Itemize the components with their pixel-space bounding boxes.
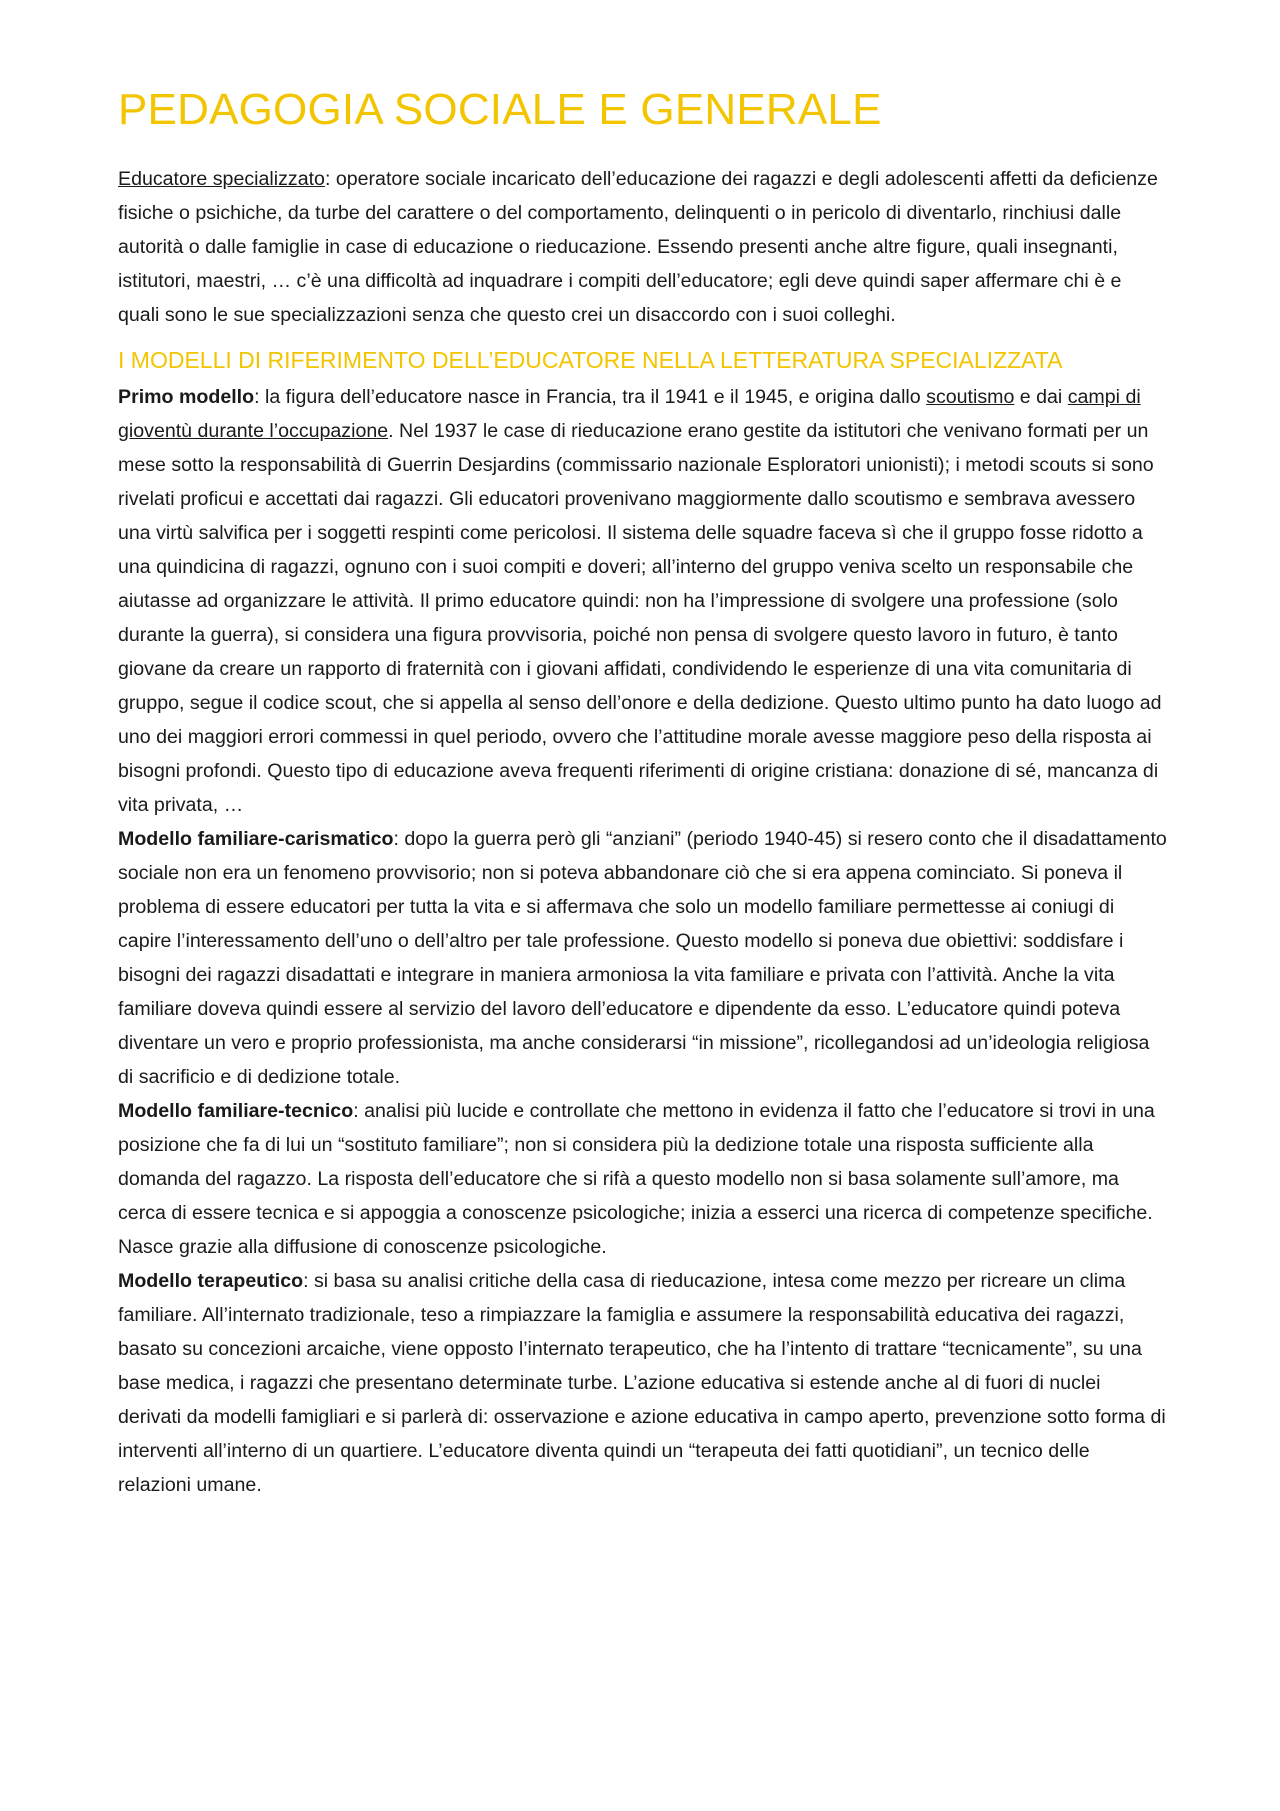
primo-underline-2: campi di gioventù durante l’occupazione <box>118 386 1141 442</box>
section-heading: I MODELLI DI RIFERIMENTO DELL’EDUCATORE NELLA LETTERATURA SPECIALIZZATA <box>118 347 1063 373</box>
intro-text: : operatore sociale incaricato dell’educazione dei ragazzi e degli adolescenti affetti da deficienze fisiche o psichiche, da turbe del carattere o del comportamento, delinquenti o in pericolo di diventarlo, rinchiusi dalle autorità o dalle famiglie in case di educazione o rieducazione. Essendo presenti anche altre figure, quali insegnanti, istitutori, maestri, … c’è una difficoltà ad inquadrare i compiti dell’educatore; egli deve quindi saper affermare chi è e quali sono le sue specializzazioni senza che questo crei un disaccordo con i suoi colleghi. <box>118 168 1158 326</box>
carismatico-paragraph <box>118 822 1168 1094</box>
carismatico-label: Modello familiare-carismatico <box>118 828 394 850</box>
primo-text-3: . Nel 1937 le case di rieducazione erano gestite da istitutori che venivano formati per un mese sotto la responsabilità di Guerrin Desjardins (commissario nazionale Esploratori unionisti); i metodi scouts si sono rivelati proficui e accettati dai ragazzi. Gli educatori provenivano maggiormente dallo scoutismo e sembrava avessero una virtù salvifica per i soggetti respinti come pericolosi. Il sistema delle squadre faceva sì che il gruppo fosse ridotto a una quindicina di ragazzi, ognuno con i suoi compiti e doveri; all’interno del gruppo veniva scelto un responsabile che aiutasse ad organizzare le attività. Il primo educatore quindi: non ha l’impressione di svolgere una professione (solo durante la guerra), si considera una figura provvisoria, poiché non pensa di svolgere questo lavoro in futuro, è tanto giovane da creare un rapporto di fraternità con i giovani affidati, condividendo le esperienze di una vita comunitaria di gruppo, segue il codice scout, che si appella al senso dell’onore e della dedizione. Questo ultimo punto ha dato luogo ad uno dei maggiori errori commessi in quel periodo, ovvero che l’attitudine morale avesse maggiore peso della risposta ai bisogni profondi. Questo tipo di educazione aveva frequenti riferimenti di origine cristiana: donazione di sé, mancanza di vita privata, … <box>118 420 1162 816</box>
intro-paragraph <box>118 162 1168 332</box>
terapeutico-label: Modello terapeutico <box>118 1270 304 1292</box>
document-page <box>118 84 1168 1502</box>
tecnico-paragraph <box>118 1094 1168 1264</box>
terapeutico-paragraph <box>118 1264 1168 1502</box>
tecnico-text: : analisi più lucide e controllate che mettono in evidenza il fatto che l’educatore si trovi in una posizione che fa di lui un “sostituto familiare”; non si considera più la dedizione totale una risposta sufficiente alla domanda del ragazzo. La risposta dell’educatore che si rifà a questo modello non si basa solamente sull’amore, ma cerca di essere tecnica e si appoggia a conoscenze psicologiche; inizia a esserci una ricerca di competenze specifiche. Nasce grazie alla diffusione di conoscenze psicologiche. <box>118 1100 1155 1258</box>
primo-modello-label: Primo modello <box>118 386 255 408</box>
page-title: PEDAGOGIA SOCIALE E GENERALE <box>118 85 882 134</box>
primo-modello-paragraph <box>118 380 1168 822</box>
primo-text-2: e dai <box>1014 386 1068 408</box>
primo-underline-1: scoutismo <box>926 386 1015 408</box>
intro-term: Educatore specializzato <box>118 168 325 190</box>
primo-text-1: : la figura dell’educatore nasce in Francia, tra il 1941 e il 1945, e origina dallo <box>254 386 927 408</box>
terapeutico-text: : si basa su analisi critiche della casa di rieducazione, intesa come mezzo per ricreare un clima familiare. All’internato tradizionale, teso a rimpiazzare la famiglia e assumere la responsabilità educativa dei ragazzi, basato su concezioni arcaiche, viene opposto l’internato terapeutico, che ha l’intento di trattare “tecnicamente”, su una base medica, i ragazzi che presentano determinate turbe. L’azione educativa si estende anche al di fuori di nuclei derivati da modelli famigliari e si parlerà di: osservazione e azione educativa in campo aperto, prevenzione sotto forma di interventi all’interno di un quartiere. L’educatore diventa quindi un “terapeuta dei fatti quotidiani”, un tecnico delle relazioni umane. <box>118 1270 1166 1496</box>
tecnico-label: Modello familiare-tecnico <box>118 1100 354 1122</box>
carismatico-text: : dopo la guerra però gli “anziani” (periodo 1940-45) si resero conto che il disadattamento sociale non era un fenomeno provvisorio; non si poteva abbandonare ciò che si era appena cominciato. Si poneva il problema di essere educatori per tutta la vita e si affermava che solo un modello familiare permettesse ai coniugi di capire l’interessamento dell’uno o dell’altro per tale professione. Questo modello si poneva due obiettivi: soddisfare i bisogni dei ragazzi disadattati e integrare in maniera armoniosa la vita familiare e privata con l’attività. Anche la vita familiare doveva quindi essere al servizio del lavoro dell’educatore e dipendente da esso. L’educatore quindi poteva diventare un vero e proprio professionista, ma anche considerarsi “in missione”, ricollegandosi ad un’ideologia religiosa di sacrificio e di dedizione totale. <box>118 828 1167 1088</box>
